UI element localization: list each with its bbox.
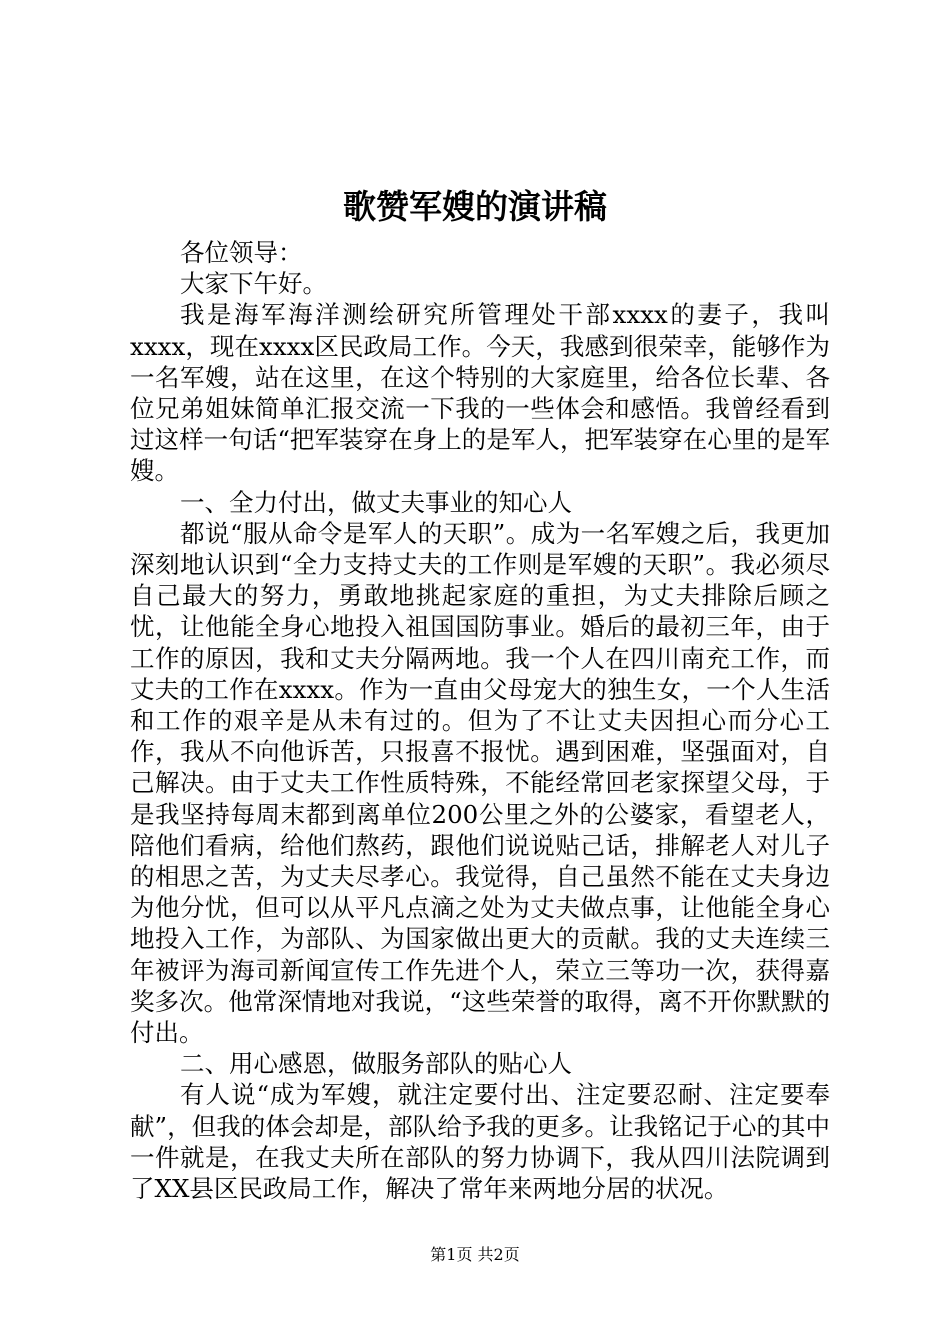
section-heading-1: 一、全力付出，做丈夫事业的知心人 <box>180 487 572 517</box>
page-footer: 第1页 共2页 <box>430 1245 520 1264</box>
paragraph-section-1: 都说“服从命令是军人的天职”。成为一名军嫂之后，我更加深刻地认识到“全力支持丈夫的工作则是军嫂的天职”。我必须尽自己最大的努力，勇敢地挑起家庭的重担，为丈夫排除后顾之忧，让他能全身心地投入祖国国防事业。婚后的最初三年，由于工作的原因，我和丈夫分隔两地。我一个人在四川南充工作，而丈夫的工作在xxxx。作为一直由父母宠大的独生女，一个人生活和工作的艰辛是从未有过的。但为了不让丈夫因担心而分心工作，我从不向他诉苦，只报喜不报忧。遇到困难，坚强面对，自己解决。由于丈夫工作性质特殊，不能经常回老家探望父母，于是我坚持每周末都到离单位200公里之外的公婆家，看望老人，陪他们看病，给他们熬药，跟他们说说贴己话，排解老人对儿子的相思之苦，为丈夫尽孝心。我觉得，自己虽然不能在丈夫身边为他分忧，但可以从平凡点滴之处为丈夫做点事，让他能全身心地投入工作，为部队、为国家做出更大的贡献。我的丈夫连续三年被评为海司新闻宣传工作先进个人，荣立三等功一次，获得嘉奖多次。他常深情地对我说，“这些荣誉的取得，离不开你默默的付出。 <box>130 518 830 1048</box>
greeting: 大家下午好。 <box>180 269 327 299</box>
paragraph-section-2: 有人说“成为军嫂，就注定要付出、注定要忍耐、注定要奉献”，但我的体会却是，部队给予我的更多。让我铭记于心的其中一件就是，在我丈夫所在部队的努力协调下，我从四川法院调到了XX县区民政局工作，解决了常年来两地分居的状况。 <box>130 1080 830 1204</box>
salutation: 各位领导： <box>180 238 303 267</box>
document-title: 歌赞军嫂的演讲稿 <box>343 187 607 226</box>
paragraph-intro: 我是海军海洋测绘研究所管理处干部xxxx的妻子，我叫xxxx，现在xxxx区民政局工作。今天，我感到很荣幸，能够作为一名军嫂，站在这里，在这个特别的大家庭里，给各位长辈、各位兄弟姐妹简单汇报交流一下我的一些体会和感悟。我曾经看到过这样一句话“把军装穿在身上的是军人，把军装穿在心里的是军嫂。 <box>130 300 830 486</box>
document-body <box>130 237 830 1204</box>
section-heading-2: 二、用心感恩，做服务部队的贴心人 <box>180 1049 572 1079</box>
